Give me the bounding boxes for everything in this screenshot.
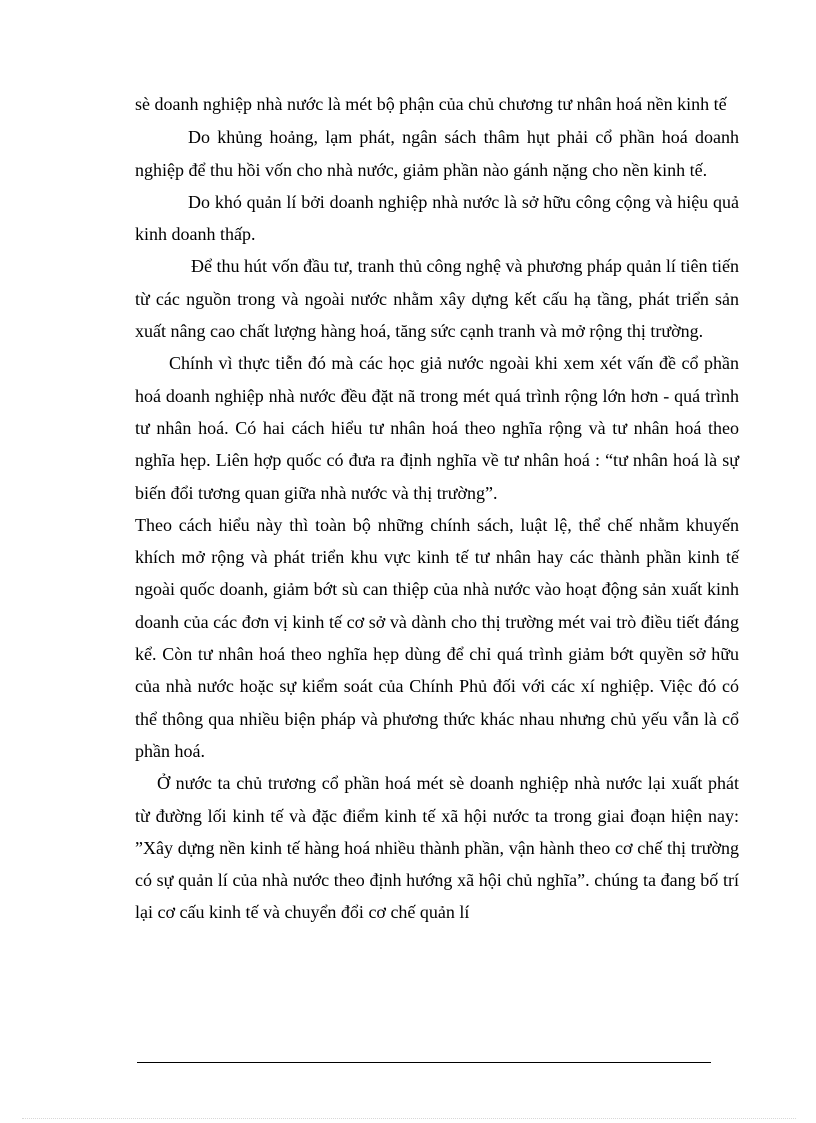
paragraph-broad-narrow-meaning: Theo cách hiểu này thì toàn bộ những chính sách, luật lệ, thể chế nhằm khuyến khích mở rộng và phát triển khu vực kinh tế tư nhân hay các thành phần kinh tế ngoài quốc doanh, giảm bớt sù can thiệp của nhà nước vào hoạt động sản xuất kinh doanh của các đơn vị kinh tế cơ sở và dành cho thị trường mét vai trò điều tiết đáng kể. Còn tư nhân hoá theo nghĩa hẹp dùng để chỉ quá trình giảm bớt quyền sở hữu của nhà nước hoặc sự kiểm soát của Chính Phủ đối với các xí nghiệp. Việc đó có thể thông qua nhiều biện pháp và phương thức khác nhau nhưng chủ yếu vẫn là cổ phần hoá. [135,514,739,761]
page-bottom-edge [22,1118,796,1119]
paragraph-investment-reason: Để thu hút vốn đầu tư, tranh thủ công nghệ và phương pháp quản lí tiên tiến từ các nguồn trong và ngoài nước nhằm xây dựng kết cấu hạ tầng, phát triển sản xuất nâng cao chất lượng hàng hoá, tăng sức cạnh tranh và mở rộng thị trường. [135,256,739,342]
paragraph-vietnam-policy: Ở nước ta chủ trương cổ phần hoá mét sè doanh nghiệp nhà nước lại xuất phát từ đường lối kinh tế và đặc điểm kinh tế xã hội nước ta trong giai đoạn hiện nay: ”Xây dựng nền kinh tế hàng hoá nhiều thành phần, vận hành theo cơ chế thị trường có sự quản lí của nhà nước theo định hướng xã hội chủ nghĩa”. chúng ta đang bố trí lại cơ cấu kinh tế và chuyển đổi cơ chế quản lí [135,773,739,923]
paragraph-management-reason: Do khó quản lí bởi doanh nghiệp nhà nước là sở hữu công cộng và hiệu quả kinh doanh thấp. [135,191,739,245]
paragraph-privatization-definition: Chính vì thực tiễn đó mà các học giả nước ngoài khi xem xét vấn đề cổ phần hoá doanh nghiệp nhà nước đều đặt nã trong mét quá trình rộng lớn hơn - quá trình tư nhân hoá. Có hai cách hiểu tư nhân hoá theo nghĩa rộng và tư nhân hoá theo nghĩa hẹp. Liên hợp quốc có đưa ra định nghĩa về tư nhân hoá : “tư nhân hoá là sự biến đổi tương quan giữa nhà nước và thị trường”. [135,353,739,503]
paragraph-crisis-reason: Do khủng hoảng, lạm phát, ngân sách thâm hụt phải cổ phần hoá doanh nghiệp để thu hồi vốn cho nhà nước, giảm phần nào gánh nặng cho nền kinh tế. [135,127,739,180]
paragraph-continuation: sè doanh nghiệp nhà nước là mét bộ phận của chủ chương tư nhân hoá nền kinh tế [135,94,727,114]
footer-divider [137,1062,711,1063]
body-text [135,88,739,929]
